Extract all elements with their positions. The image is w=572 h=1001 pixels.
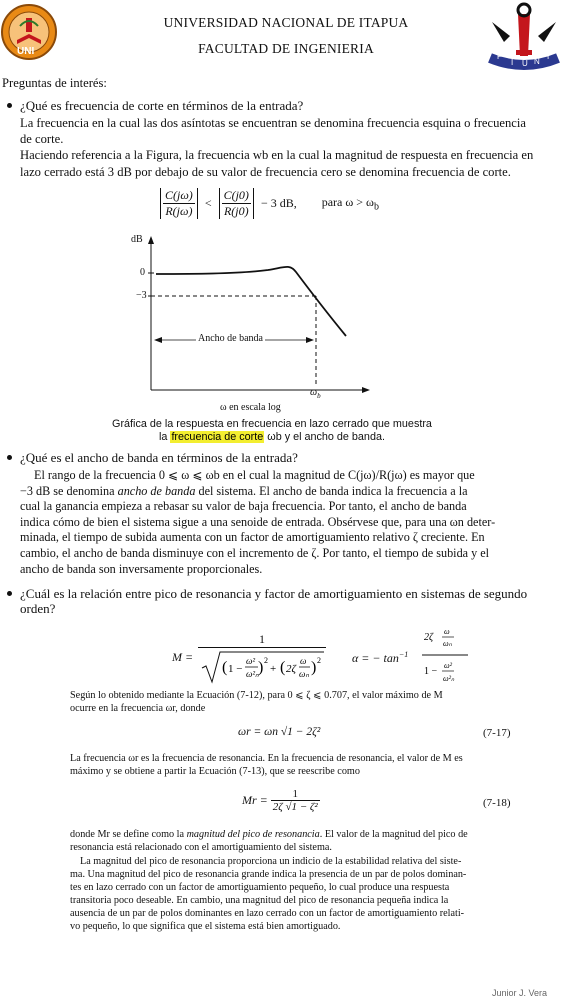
tick-minus3: −3	[136, 290, 147, 301]
figure-caption	[106, 418, 438, 444]
logo-uni	[0, 0, 58, 68]
formula-num1: C(jω)	[165, 188, 193, 202]
svg-text:ωₙ: ωₙ	[299, 669, 309, 679]
alpha-fraction	[420, 626, 472, 692]
faculty-name: FACULTAD DE INGENIERIA	[198, 41, 374, 56]
cutoff-formula	[160, 188, 379, 219]
caption-highlight: frecuencia de corte	[171, 431, 264, 443]
eq-7-17: ωr = ωn √1 − 2ζ²	[238, 726, 321, 738]
svg-text:): )	[258, 659, 264, 676]
book-line11: ausencia de un par de polos dominantes en lazo cerrado con un factor de amortiguamiento relati-	[70, 908, 465, 919]
q1-answer-line4: lazo cerrado está 3 dB por debajo de su valor de frecuencia cero se denomina frecuencia de corte.	[20, 165, 511, 179]
formula-tail: − 3 dB,	[260, 196, 297, 210]
q1-answer-line2: de corte.	[20, 132, 64, 146]
formula-lt: <	[204, 196, 212, 210]
svg-text:ω: ω	[444, 627, 450, 636]
book-line12: vo pequeño, lo que significa que el sistema está bien amortiguado.	[70, 921, 341, 932]
q2-line5: minada, el tiempo de subida aumenta con un factor de amortiguamiento relativo ζ creciente. En	[20, 530, 485, 545]
eq-7-18: Mr = $\frac{1}{\text{2ζ √1 − ζ²}}$	[242, 788, 318, 813]
q2-line3: cual la ganancia empieza a rebasar su valor de baja frecuencia. Por tanto, el ancho de banda	[20, 499, 467, 514]
bullet-3	[7, 591, 12, 596]
m-lhs: M =	[172, 650, 194, 664]
svg-text:ωₙ: ωₙ	[443, 639, 452, 648]
svg-text:2ζ: 2ζ	[424, 632, 434, 643]
q1-answer-line3: Haciendo referencia a la Figura, la frecuencia wb en la cual la magnitud de respuesta en frecuencia en	[20, 148, 534, 162]
book-line3: La frecuencia ωr es la frecuencia de resonancia. En la frecuencia de resonancia, el valor de M es	[70, 753, 463, 764]
q2-line2: −3 dB se denomina ancho de banda del sistema. El ancho de banda indica la frecuencia a la	[20, 483, 468, 498]
wb-label: $\omega_b$	[310, 387, 321, 400]
bullet-1	[7, 103, 12, 108]
book-line7: La magnitud del pico de resonancia proporciona un indicio de la estabilidad relativa del siste-	[80, 856, 462, 867]
svg-text:2ζ: 2ζ	[286, 663, 296, 675]
svg-text:2: 2	[317, 656, 321, 665]
book-line6: resonancia está relacionado con el amortiguamiento del sistema.	[70, 842, 332, 853]
q2-line1: El rango de la frecuencia 0 ⩽ ω ⩽ ωb en el cual la magnitud de C(jω)/R(jω) es mayor que	[34, 468, 475, 482]
book-line4: máximo y se obtiene a partir la Ecuación (7-13), que se reescribe como	[70, 766, 360, 777]
footer-author: Junior J. Vera	[492, 988, 548, 998]
bullet-2	[7, 455, 12, 460]
question-1: ¿Qué es frecuencia de corte en términos de la entrada?	[20, 98, 304, 113]
question-3-line1: ¿Cuál es la relación entre pico de resonancia y factor de amortiguamiento en sistemas de segundo	[20, 586, 528, 601]
formula-num2: C(j0)	[223, 188, 249, 202]
svg-text:): )	[311, 659, 317, 676]
m-fraction: 1 ( 1 − ω² ω²ₙ ) 2 + ( 2ζ ω ωₙ ) 2	[198, 632, 328, 687]
bandwidth-label: Ancho de banda	[198, 333, 263, 344]
eq-7-17-number: (7-17)	[483, 727, 511, 739]
alpha-lhs: α = − $\tan^{-1}$	[352, 650, 409, 665]
logo-letter-i2: I	[547, 52, 550, 61]
bandwidth-plot	[118, 230, 378, 415]
eq-7-18-number: (7-18)	[483, 797, 511, 809]
book-line1: Según lo obtenido mediante la Ecuación (7-12), para 0 ⩽ ζ ⩽ 0.707, el valor máximo de M	[70, 690, 443, 701]
q2-line6: cambio, el ancho de banda disminuye con el incremento de ζ. Por tanto, el tiempo de subida y el	[20, 545, 490, 560]
caption-line1: Gráfica de la respuesta en frecuencia en lazo cerrado que muestra	[112, 418, 432, 430]
m-denominator	[198, 648, 328, 687]
svg-text:2: 2	[264, 656, 268, 665]
svg-text:ω²ₙ: ω²ₙ	[443, 674, 455, 683]
book-line2: ocurre en la frecuencia ωr, donde	[70, 703, 206, 714]
tick-0: 0	[140, 267, 145, 278]
logo-uni-text: UNI	[17, 46, 35, 57]
bandwidth-figure	[118, 230, 378, 415]
svg-text:1 −: 1 −	[424, 666, 438, 677]
caption-line2: la frecuencia de corte ωb y el ancho de banda.	[159, 431, 385, 443]
svg-text:ω²: ω²	[444, 661, 453, 670]
logo-letter-n: N	[534, 57, 540, 66]
question-3-line2: orden?	[20, 601, 56, 616]
question-2: ¿Qué es el ancho de banda en términos de la entrada?	[20, 450, 298, 465]
svg-text:ω²: ω²	[246, 656, 256, 666]
book-line9: tes en lazo cerrado con un factor de amortiguamiento pequeño, lo cual produce una respuesta	[70, 882, 450, 893]
alpha-formula	[352, 626, 462, 692]
book-line8: ma. Una magnitud del pico de resonancia grande indica la presencia de un par de polos dominan-	[70, 869, 467, 880]
q2-line7: ancho de banda son inversamente proporcionales.	[20, 561, 263, 576]
formula-cond: para $\omega > \omega_b$	[321, 194, 379, 213]
eq-7-18-fraction: $\frac{1}{\text{2ζ √1 − ζ²}}$	[272, 788, 318, 813]
section-title: Preguntas de interés:	[2, 76, 107, 90]
x-axis-label: ω en escala log	[220, 402, 281, 413]
logo-letter-i1: I	[511, 58, 514, 67]
book-line5: donde Mr se define como la magnitud del pico de resonancia. El valor de la magnitud del pico de	[70, 829, 468, 840]
svg-text:(: (	[222, 659, 228, 676]
book-line10: transitoria poco deseable. En cambio, una magnitud del pico de resonancia pequeña indica la	[70, 895, 449, 906]
svg-text:1 −: 1 −	[228, 663, 243, 675]
q1-answer-line1: La frecuencia en la cual las dos asíntotas se encuentran se denomina frecuencia esquina o frecuencia	[20, 116, 526, 130]
svg-text:ω²ₙ: ω²ₙ	[246, 669, 259, 679]
q2-line4: indica cómo de bien el sistema sigue a una senoide de entrada. Obsérvese que, para una ωn deter-	[20, 514, 496, 529]
axis-unit-db: dB	[131, 234, 143, 245]
formula-den2: R(j0)	[223, 204, 249, 218]
logo-fiuni	[484, 0, 564, 72]
q2-answer	[20, 468, 570, 577]
svg-text:(: (	[280, 659, 286, 676]
formula-den1: R(jω)	[165, 204, 193, 218]
university-name: UNIVERSIDAD NACIONAL DE ITAPUA	[163, 15, 409, 30]
svg-text:ω: ω	[300, 656, 307, 666]
m-denominator-radical	[200, 650, 326, 684]
logo-letter-f: F	[497, 52, 502, 61]
logo-letter-u: U	[522, 59, 528, 68]
svg-text:+: +	[270, 663, 277, 675]
